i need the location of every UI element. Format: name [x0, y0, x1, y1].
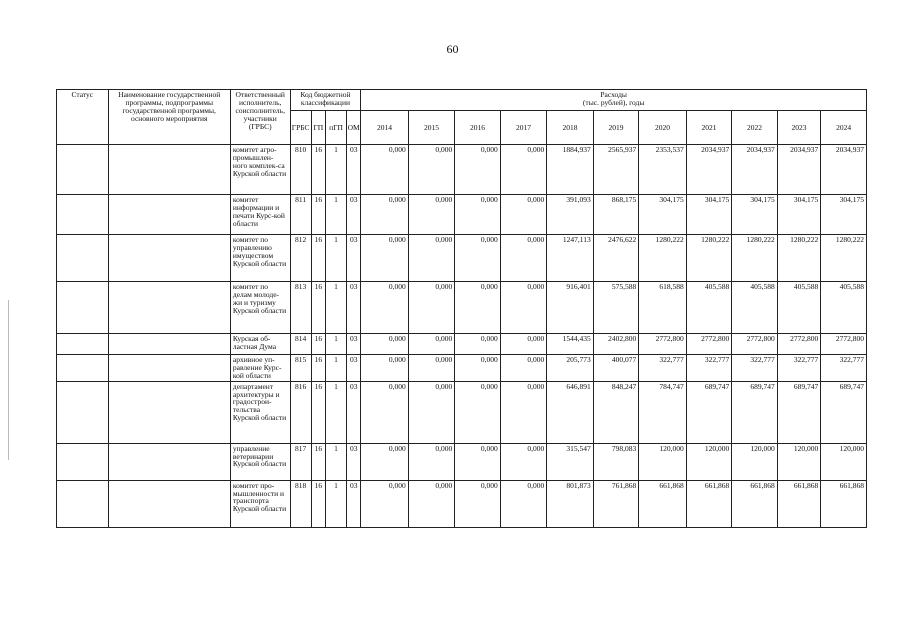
code-om-cell: 03 [347, 480, 361, 527]
expense-value-cell: 0,000 [455, 381, 500, 443]
executor-cell: комитет по управлению имуществом Курской области [230, 235, 290, 282]
expense-value-cell: 1280,222 [686, 235, 731, 282]
header-program-name: Наименование государственной программы, подпрограммы государственной программы, основного мероприятия [108, 90, 230, 145]
table-row [57, 282, 867, 334]
header-expenses-title: Расходы [600, 90, 627, 99]
code-om-cell: 03 [347, 282, 361, 334]
header-executor: Ответственный исполнитель, соисполнитель, участники (ГРБС) [230, 90, 290, 145]
page-number: 60 [446, 42, 459, 56]
status-cell [57, 443, 109, 480]
expense-value-cell: 2034,937 [777, 145, 820, 195]
table-body [57, 145, 867, 528]
code-gp-cell: 16 [311, 480, 325, 527]
expense-value-cell: 322,777 [639, 355, 687, 382]
expense-value-cell: 2034,937 [821, 145, 867, 195]
expense-value-cell: 304,175 [686, 195, 731, 235]
code-pgp-cell: 1 [325, 145, 346, 195]
expense-value-cell: 661,868 [777, 480, 820, 527]
expense-value-cell: 0,000 [361, 195, 409, 235]
executor-cell: управление ветеринарии Курской области [230, 443, 290, 480]
expense-value-cell: 575,588 [593, 282, 638, 334]
expense-value-cell: 0,000 [500, 443, 547, 480]
expense-value-cell: 1280,222 [821, 235, 867, 282]
header-year: 2014 [361, 111, 409, 145]
expense-value-cell: 1247,113 [547, 235, 594, 282]
code-om-cell: 03 [347, 443, 361, 480]
program-name-cell [108, 282, 230, 334]
code-grbs-cell: 810 [290, 145, 311, 195]
status-cell [57, 480, 109, 527]
expense-value-cell: 0,000 [361, 355, 409, 382]
code-grbs-cell: 813 [290, 282, 311, 334]
expense-value-cell: 1544,435 [547, 334, 594, 355]
expense-value-cell: 0,000 [408, 443, 455, 480]
status-cell [57, 334, 109, 355]
expense-value-cell: 2565,937 [593, 145, 638, 195]
expense-value-cell: 0,000 [500, 145, 547, 195]
code-grbs-cell: 812 [290, 235, 311, 282]
expense-value-cell: 689,747 [821, 381, 867, 443]
table-row [57, 235, 867, 282]
code-grbs-cell: 811 [290, 195, 311, 235]
expense-value-cell: 405,588 [777, 282, 820, 334]
expense-value-cell: 784,747 [639, 381, 687, 443]
expense-value-cell: 315,547 [547, 443, 594, 480]
code-grbs-cell: 815 [290, 355, 311, 382]
expense-value-cell: 120,000 [686, 443, 731, 480]
status-cell [57, 381, 109, 443]
header-year: 2018 [547, 111, 594, 145]
header-status: Статус [57, 90, 109, 145]
expense-value-cell: 405,588 [732, 282, 777, 334]
header-year: 2024 [821, 111, 867, 145]
program-name-cell [108, 195, 230, 235]
expense-value-cell: 0,000 [500, 235, 547, 282]
code-om-cell: 03 [347, 235, 361, 282]
status-cell [57, 195, 109, 235]
expense-value-cell: 798,083 [593, 443, 638, 480]
table-row [57, 195, 867, 235]
expense-value-cell: 400,077 [593, 355, 638, 382]
status-cell [57, 145, 109, 195]
expense-value-cell: 689,747 [686, 381, 731, 443]
header-year: 2019 [593, 111, 638, 145]
expense-value-cell: 1280,222 [777, 235, 820, 282]
executor-cell: комитет по делам молоде-жи и туризму Курской области [230, 282, 290, 334]
expense-value-cell: 2772,800 [821, 334, 867, 355]
expense-value-cell: 661,868 [639, 480, 687, 527]
expense-value-cell: 661,868 [686, 480, 731, 527]
expense-value-cell: 661,868 [732, 480, 777, 527]
header-expenses-subtitle: (тыс. рублей), годы [582, 97, 645, 107]
expense-value-cell: 0,000 [500, 355, 547, 382]
program-name-cell [108, 145, 230, 195]
expense-value-cell: 0,000 [408, 480, 455, 527]
status-cell [57, 355, 109, 382]
expense-value-cell: 120,000 [777, 443, 820, 480]
expense-value-cell: 0,000 [361, 480, 409, 527]
code-grbs-cell: 816 [290, 381, 311, 443]
program-name-cell [108, 480, 230, 527]
expense-value-cell: 120,000 [639, 443, 687, 480]
code-grbs-cell: 818 [290, 480, 311, 527]
expense-value-cell: 0,000 [455, 334, 500, 355]
expense-value-cell: 868,175 [593, 195, 638, 235]
code-gp-cell: 16 [311, 145, 325, 195]
expense-value-cell: 0,000 [500, 334, 547, 355]
expense-value-cell: 0,000 [361, 381, 409, 443]
expense-value-cell: 0,000 [455, 235, 500, 282]
table-row [57, 334, 867, 355]
expense-value-cell: 0,000 [408, 145, 455, 195]
header-year: 2020 [639, 111, 687, 145]
program-name-cell [108, 235, 230, 282]
expense-value-cell: 0,000 [361, 235, 409, 282]
expense-value-cell: 2772,800 [732, 334, 777, 355]
expense-value-cell: 0,000 [361, 145, 409, 195]
code-pgp-cell: 1 [325, 355, 346, 382]
expense-value-cell: 0,000 [408, 334, 455, 355]
expense-value-cell: 322,777 [821, 355, 867, 382]
header-code-om: ОМ [347, 111, 361, 145]
expense-value-cell: 0,000 [408, 235, 455, 282]
executor-cell: комитет про-мышленности и транспорта Курской области [230, 480, 290, 527]
code-pgp-cell: 1 [325, 282, 346, 334]
table-row [57, 480, 867, 527]
scan-edge-mark [8, 300, 9, 460]
header-year: 2021 [686, 111, 731, 145]
header-year: 2016 [455, 111, 500, 145]
code-pgp-cell: 1 [325, 334, 346, 355]
expense-value-cell: 120,000 [732, 443, 777, 480]
expense-value-cell: 0,000 [500, 195, 547, 235]
code-gp-cell: 16 [311, 334, 325, 355]
expense-value-cell: 304,175 [732, 195, 777, 235]
program-name-cell [108, 381, 230, 443]
expense-value-cell: 2772,800 [639, 334, 687, 355]
expense-value-cell: 322,777 [777, 355, 820, 382]
code-pgp-cell: 1 [325, 235, 346, 282]
expense-value-cell: 391,093 [547, 195, 594, 235]
code-grbs-cell: 814 [290, 334, 311, 355]
expense-value-cell: 0,000 [500, 381, 547, 443]
code-om-cell: 03 [347, 334, 361, 355]
expense-value-cell: 916,401 [547, 282, 594, 334]
header-year: 2022 [732, 111, 777, 145]
expense-value-cell: 0,000 [455, 195, 500, 235]
table-row [57, 355, 867, 382]
header-code-pgp: пГП [325, 111, 346, 145]
expense-value-cell: 689,747 [777, 381, 820, 443]
executor-cell: архивное уп-равление Курс-кой области [230, 355, 290, 382]
program-name-cell [108, 443, 230, 480]
expense-value-cell: 646,891 [547, 381, 594, 443]
expense-value-cell: 2353,537 [639, 145, 687, 195]
expense-value-cell: 0,000 [408, 195, 455, 235]
expense-value-cell: 0,000 [455, 282, 500, 334]
budget-table [56, 89, 867, 528]
code-pgp-cell: 1 [325, 480, 346, 527]
expense-value-cell: 304,175 [777, 195, 820, 235]
expense-value-cell: 848,247 [593, 381, 638, 443]
expense-value-cell: 322,777 [686, 355, 731, 382]
expense-value-cell: 405,588 [821, 282, 867, 334]
expense-value-cell: 0,000 [455, 145, 500, 195]
expense-value-cell: 2034,937 [732, 145, 777, 195]
table-row [57, 443, 867, 480]
code-om-cell: 03 [347, 355, 361, 382]
expense-value-cell: 661,868 [821, 480, 867, 527]
expense-value-cell: 405,588 [686, 282, 731, 334]
table-header [57, 90, 867, 145]
executor-cell: комитет агро-промышлен-ного комплек-са Курской области [230, 145, 290, 195]
executor-cell: комитет информации и печати Курс-кой области [230, 195, 290, 235]
expense-value-cell: 0,000 [408, 282, 455, 334]
expense-value-cell: 2034,937 [686, 145, 731, 195]
expense-value-cell: 1280,222 [639, 235, 687, 282]
code-pgp-cell: 1 [325, 443, 346, 480]
code-grbs-cell: 817 [290, 443, 311, 480]
expense-value-cell: 2772,800 [686, 334, 731, 355]
header-code-group: Код бюджетной классификации [290, 90, 361, 111]
header-year: 2023 [777, 111, 820, 145]
header-year: 2017 [500, 111, 547, 145]
executor-cell: департамент архитектуры и градострои-тельства Курской области [230, 381, 290, 443]
status-cell [57, 282, 109, 334]
code-gp-cell: 16 [311, 195, 325, 235]
expense-value-cell: 0,000 [408, 355, 455, 382]
expense-value-cell: 2476,622 [593, 235, 638, 282]
expense-value-cell: 205,773 [547, 355, 594, 382]
code-pgp-cell: 1 [325, 381, 346, 443]
expense-value-cell: 0,000 [361, 282, 409, 334]
table-row [57, 145, 867, 195]
executor-cell: Курская об-ластная Дума [230, 334, 290, 355]
header-expenses [361, 90, 867, 111]
code-om-cell: 03 [347, 195, 361, 235]
expense-value-cell: 761,868 [593, 480, 638, 527]
code-gp-cell: 16 [311, 282, 325, 334]
expense-value-cell: 304,175 [821, 195, 867, 235]
code-gp-cell: 16 [311, 355, 325, 382]
expense-value-cell: 618,588 [639, 282, 687, 334]
expense-value-cell: 0,000 [455, 480, 500, 527]
program-name-cell [108, 334, 230, 355]
expense-value-cell: 1280,222 [732, 235, 777, 282]
expense-value-cell: 322,777 [732, 355, 777, 382]
header-code-gp: ГП [311, 111, 325, 145]
expense-value-cell: 2772,800 [777, 334, 820, 355]
expense-value-cell: 689,747 [732, 381, 777, 443]
code-om-cell: 03 [347, 145, 361, 195]
expense-value-cell: 0,000 [500, 282, 547, 334]
expense-value-cell: 0,000 [361, 443, 409, 480]
code-gp-cell: 16 [311, 381, 325, 443]
expense-value-cell: 2402,800 [593, 334, 638, 355]
expense-value-cell: 801,873 [547, 480, 594, 527]
expense-value-cell: 120,000 [821, 443, 867, 480]
expense-value-cell: 304,175 [639, 195, 687, 235]
code-om-cell: 03 [347, 381, 361, 443]
program-name-cell [108, 355, 230, 382]
header-year: 2015 [408, 111, 455, 145]
expense-value-cell: 0,000 [361, 334, 409, 355]
code-pgp-cell: 1 [325, 195, 346, 235]
header-code-grbs: ГРБС [290, 111, 311, 145]
code-gp-cell: 16 [311, 443, 325, 480]
expense-value-cell: 1884,937 [547, 145, 594, 195]
expense-value-cell: 0,000 [408, 381, 455, 443]
expense-value-cell: 0,000 [455, 443, 500, 480]
expense-value-cell: 0,000 [455, 355, 500, 382]
expense-value-cell: 0,000 [500, 480, 547, 527]
table-row [57, 381, 867, 443]
status-cell [57, 235, 109, 282]
code-gp-cell: 16 [311, 235, 325, 282]
